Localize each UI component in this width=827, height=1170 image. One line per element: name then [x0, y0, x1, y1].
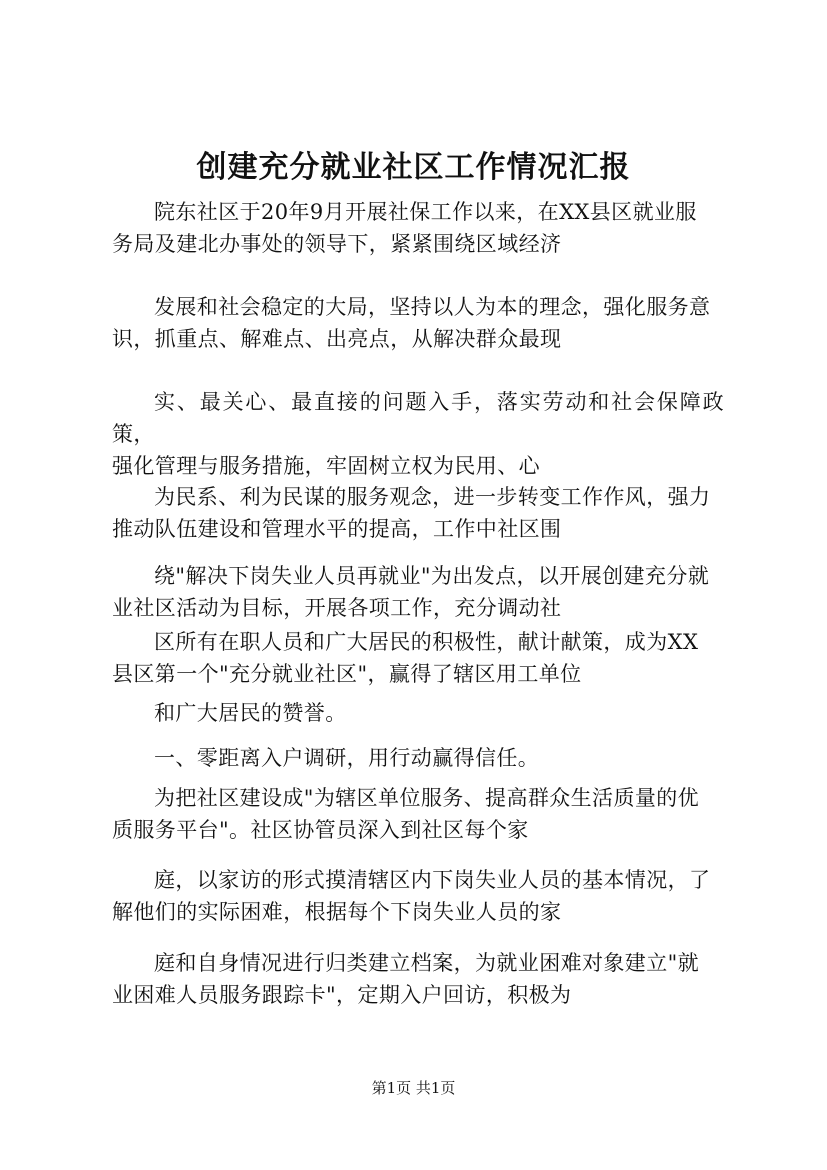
paragraph-line: 庭，以家访的形式摸清辖区内下岗失业人员的基本情况，了 — [154, 868, 711, 892]
paragraph-line: 解他们的实际困难，根据每个下岗失业人员的家 — [112, 900, 562, 924]
paragraph-line: 区所有在职人员和广大居民的积极性，献计献策，成为XX — [154, 630, 699, 654]
paragraph-10 — [112, 947, 724, 1011]
paragraph-line: 实、最关心、最直接的问题入手，落实劳动和社会保障政策， — [112, 390, 724, 446]
paragraph-line: 业困难人员服务跟踪卡"，定期入户回访，积极为 — [112, 983, 572, 1007]
heading-line: 一、零距离入户调研，用行动赢得信任。 — [154, 746, 540, 770]
paragraph-line: 强化管理与服务措施，牢固树立权为民用、心 — [112, 454, 540, 478]
paragraph-line: 质服务平台"。社区协管员深入到社区每个家 — [112, 818, 529, 842]
paragraph-line: 和广大居民的赞誉。 — [154, 701, 347, 725]
paragraph-line: 县区第一个"充分就业社区"，赢得了辖区用工单位 — [112, 662, 582, 686]
paragraph-8 — [112, 782, 724, 846]
paragraph-line: 为把社区建设成"为辖区单位服务、提高群众生活质量的优 — [154, 786, 700, 810]
paragraph-line: 发展和社会稳定的大局，坚持以人为本的理念，强化服务意 — [154, 295, 711, 319]
paragraph-2 — [112, 291, 724, 355]
paragraph-line: 识，抓重点、解难点、出亮点，从解决群众最现 — [112, 327, 562, 351]
paragraph-line: 庭和自身情况进行归类建立档案，为就业困难对象建立"就 — [154, 951, 700, 975]
paragraph-line: 院东社区于20年9月开展社保工作以来，在XX县区就业服 — [154, 200, 697, 224]
paragraph-line: 绕"解决下岗失业人员再就业"为出发点，以开展创建充分就 — [154, 564, 710, 588]
document-title: 创建充分就业社区工作情况汇报 — [196, 150, 631, 185]
paragraph-line: 务局及建北办事处的领导下，紧紧围绕区域经济 — [112, 232, 562, 256]
paragraph-4 — [112, 481, 724, 545]
page-footer: 第1页 共1页 — [371, 1079, 456, 1097]
paragraph-1 — [112, 196, 724, 260]
section-heading — [112, 742, 724, 774]
paragraph-line: 业社区活动为目标，开展各项工作，充分调动社 — [112, 596, 562, 620]
paragraph-5 — [112, 560, 724, 624]
paragraph-3 — [112, 386, 724, 482]
paragraph-7 — [112, 697, 724, 729]
paragraph-9 — [112, 864, 724, 928]
paragraph-line: 为民系、利为民谋的服务观念，进一步转变工作作风，强力 — [154, 485, 711, 509]
paragraph-6 — [112, 626, 724, 690]
paragraph-line: 推动队伍建设和管理水平的提高，工作中社区围 — [112, 517, 562, 541]
